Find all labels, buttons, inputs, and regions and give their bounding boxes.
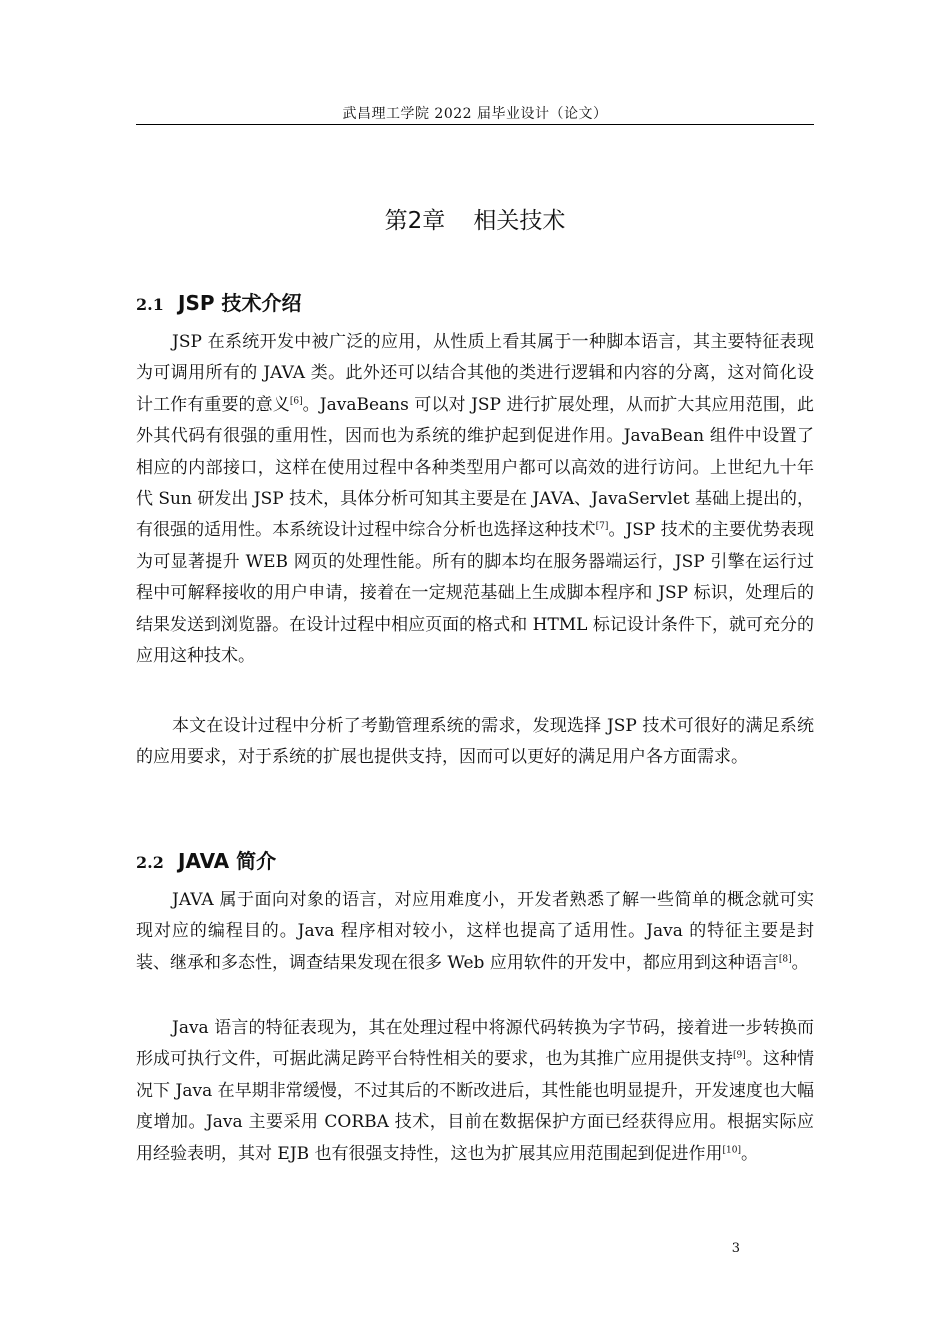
paragraph-text: 。JSP 技术的主要优势表现为可显著提升 WEB 网页的处理性能。所有的脚本均在服务器端运行，JSP 引擎在运行过程中可解释接收的用户申请，接着在一定规范基础上生成脚本程序和 JSP 标识，处理后的结果发送到浏览器。在设计过程中相应页面的格式和 HTML 标记设计条件下，就可充分的应用这种技术。 <box>136 520 814 667</box>
paragraph-text: 。 <box>741 1143 759 1164</box>
paragraph-java-features <box>136 1013 814 1170</box>
citation-ref: [6] <box>289 396 303 407</box>
paragraph-java-intro <box>136 885 814 979</box>
paragraph-text: JSP 在系统开发中被广泛的应用，从性质上看其属于一种脚本语言，其主要特征表现为可调用所有的 JAVA 类。此外还可以结合其他的类进行逻辑和内容的分离，这对简化设计工作有重要的意义 <box>136 332 814 415</box>
page-number: 3 <box>731 1241 740 1256</box>
paragraph-text: 。这种情况下 Java 在早期非常缓慢，不过其后的不断改进后，其性能也明显提升，开发速度也大幅度增加。Java 主要采用 CORBA 技术，目前在数据保护方面已经获得应用。根据实际应用经验表明，其对 EJB 也有很强支持性，这也为扩展其应用范围起到促进作用 <box>136 1049 815 1164</box>
chapter-title <box>136 202 814 235</box>
citation-ref: [8] <box>778 954 792 965</box>
paragraph-text: 。JavaBeans 可以对 JSP 进行扩展处理，从而扩大其应用范围，此外其代码有很强的重用性，因而也为系统的维护起到促进作用。JavaBean 组件中设置了相应的内部接口，这样在使用过程中各种类型用户都可以高效的进行访问。上世纪九十年代 Sun 研发出 JSP 技术，具体分析可知其主要是在 JAVA、JavaServlet 基础上提出的，有很强的适用性。本系统设计过程中综合分析也选择这种技术 <box>136 394 815 541</box>
header-rule <box>136 124 814 125</box>
paragraph-jsp-intro <box>136 327 814 672</box>
section-title: JAVA 简介 <box>178 849 277 873</box>
paragraph-jsp-summary <box>136 711 814 774</box>
chapter-number: 第2章 <box>384 208 446 234</box>
section-number: 2.2 <box>136 853 164 872</box>
section-heading-2-1 <box>136 287 301 316</box>
running-header: 武昌理工学院 2022 届毕业设计（论文） <box>342 106 608 122</box>
chapter-name: 相关技术 <box>473 208 566 234</box>
paragraph-text: 本文在设计过程中分析了考勤管理系统的需求，发现选择 JSP 技术可很好的满足系统的应用要求，对于系统的扩展也提供支持，因而可以更好的满足用户各方面需求。 <box>136 716 814 768</box>
citation-ref: [7] <box>595 521 609 532</box>
paragraph-text: JAVA 属于面向对象的语言，对应用难度小，开发者熟悉了解一些简单的概念就可实现对应的编程目的。Java 程序相对较小，这样也提高了适用性。Java 的特征主要是封装、继承和多态性，调查结果发现在很多 Web 应用软件的开发中，都应用到这种语言 <box>136 890 814 973</box>
paragraph-text: Java 语言的特征表现为，其在处理过程中将源代码转换为字节码，接着进一步转换而形成可执行文件，可据此满足跨平台特性相关的要求，也为其推广应用提供支持 <box>136 1018 814 1070</box>
section-heading-2-2 <box>136 845 276 874</box>
citation-ref: [10] <box>722 1144 742 1155</box>
section-number: 2.1 <box>136 295 164 314</box>
section-title: JSP 技术介绍 <box>178 291 302 315</box>
citation-ref: [9] <box>733 1050 746 1061</box>
paragraph-text: 。 <box>791 952 809 973</box>
